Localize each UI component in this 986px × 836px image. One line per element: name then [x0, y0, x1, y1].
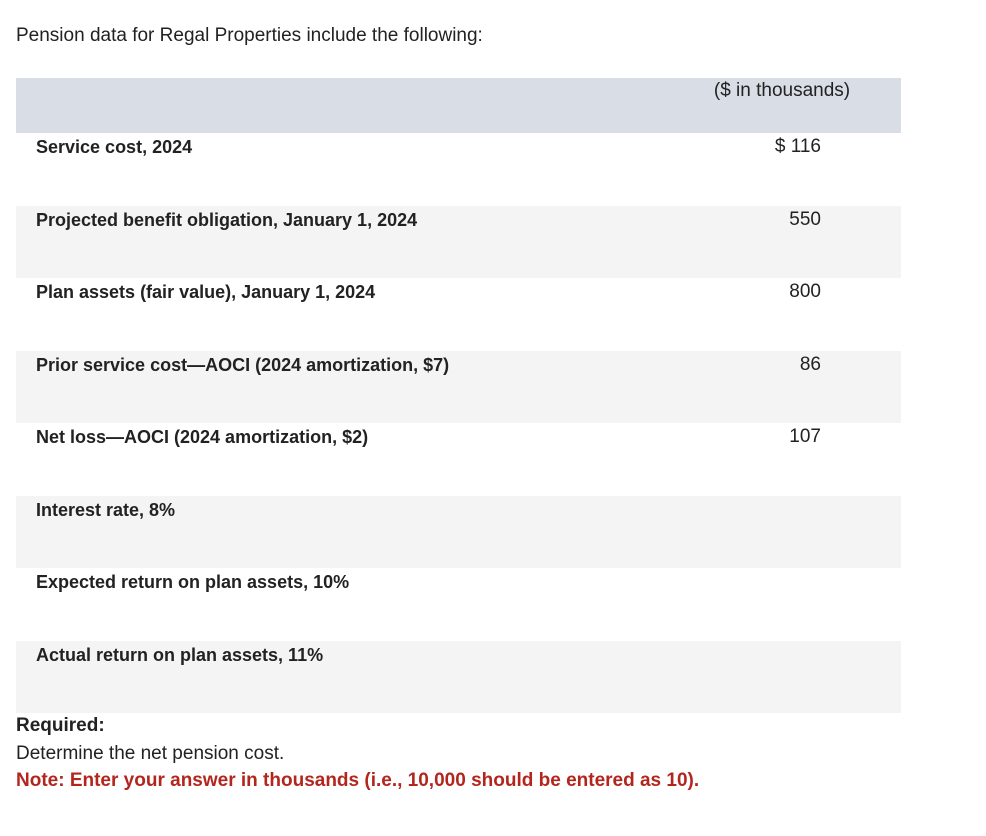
- pension-data-table: [16, 78, 901, 713]
- row-value: $ 116: [774, 136, 821, 157]
- row-label: Expected return on plan assets, 10%: [36, 572, 350, 592]
- instruction-text: Determine the net pension cost.: [16, 743, 285, 764]
- table-row: [16, 641, 901, 714]
- table-row: [16, 423, 901, 496]
- row-label: Service cost, 2024: [36, 137, 193, 157]
- row-value: 800: [789, 281, 821, 302]
- table-row: [16, 206, 901, 279]
- row-value: 86: [799, 353, 821, 375]
- row-label: Actual return on plan assets, 11%: [36, 644, 324, 665]
- table-row: [16, 496, 901, 569]
- table-header-row: [16, 78, 901, 133]
- table-row: [16, 133, 901, 206]
- table-row: [16, 568, 901, 641]
- row-label: Projected benefit obligation, January 1, 2024: [36, 209, 418, 230]
- table-row: [16, 278, 901, 351]
- row-label: Plan assets (fair value), January 1, 2024: [36, 282, 376, 302]
- answer-note: Note: Enter your answer in thousands (i.e., 10,000 should be entered as 10).: [16, 770, 700, 791]
- row-label: Prior service cost—AOCI (2024 amortization, $7): [36, 354, 450, 375]
- table-header-units: ($ in thousands): [713, 80, 851, 101]
- table-row: [16, 351, 901, 424]
- intro-text: Pension data for Regal Properties include the following:: [16, 25, 483, 46]
- row-value: 107: [789, 426, 821, 447]
- row-value: 550: [789, 208, 821, 230]
- required-heading: Required:: [16, 715, 105, 736]
- row-label: Net loss—AOCI (2024 amortization, $2): [36, 427, 369, 447]
- row-label: Interest rate, 8%: [36, 499, 176, 520]
